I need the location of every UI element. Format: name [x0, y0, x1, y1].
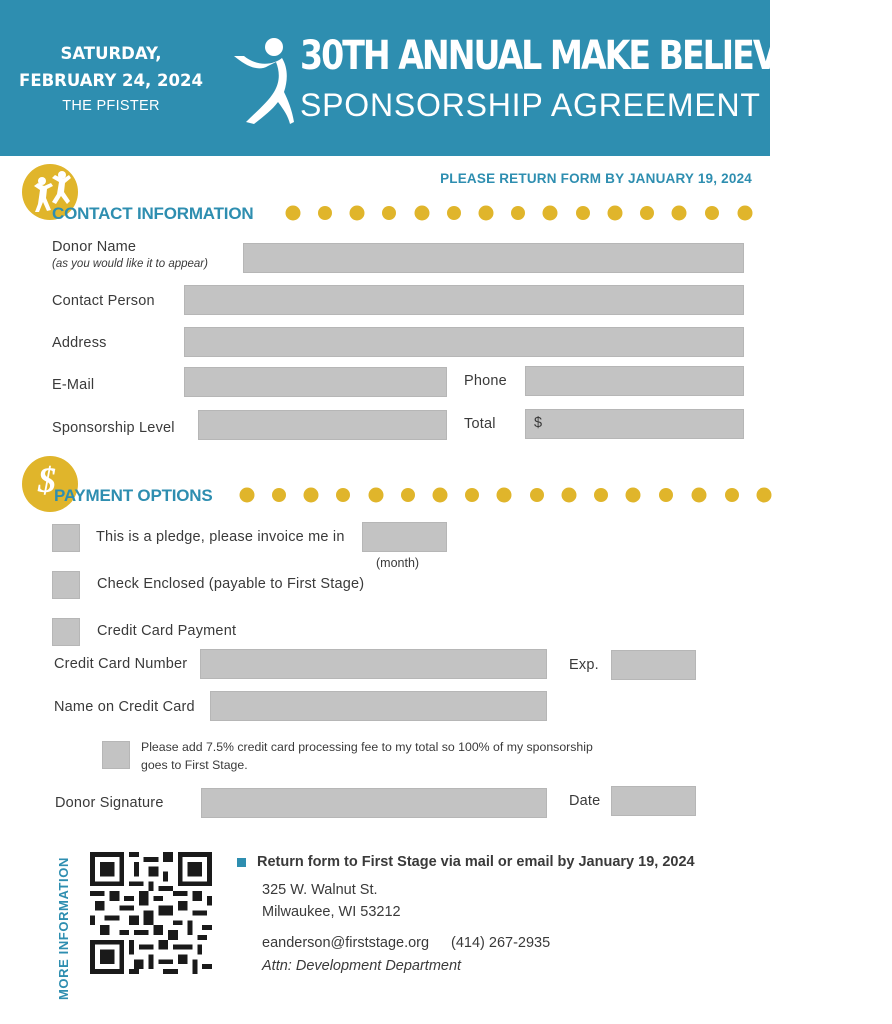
month-hint: (month) — [376, 556, 420, 570]
pledge-month-field[interactable] — [362, 522, 447, 552]
mailing-street: 325 W. Walnut St. — [262, 882, 378, 898]
more-information-side-label: MORE INFORMATION — [56, 857, 71, 1000]
exp-label: Exp. — [569, 657, 599, 673]
card-number-field[interactable] — [200, 649, 547, 679]
processing-fee-line2: goes to First Stage. — [141, 758, 248, 772]
attention-line: Attn: Development Department — [262, 958, 462, 974]
signature-field[interactable] — [201, 788, 547, 818]
credit-card-checkbox[interactable] — [52, 618, 80, 646]
return-deadline-notice: PLEASE RETURN FORM BY JANUARY 19, 2024 — [440, 171, 752, 186]
dollar-icon: $ — [38, 460, 56, 500]
email-field[interactable] — [184, 367, 447, 397]
pledge-label: This is a pledge, please invoice me in — [96, 529, 345, 545]
qr-code-icon[interactable] — [90, 852, 212, 974]
address-label: Address — [52, 335, 107, 351]
header-banner — [0, 0, 892, 156]
processing-fee-checkbox[interactable] — [102, 741, 130, 769]
contact-phone: (414) 267-2935 — [451, 935, 551, 951]
event-date: FEBRUARY 24, 2024 — [19, 71, 203, 90]
contact-section-divider — [284, 203, 760, 223]
total-currency-symbol: $ — [534, 415, 543, 431]
credit-card-label: Credit Card Payment — [97, 623, 237, 639]
document-subtitle: SPONSORSHIP AGREEMENT — [300, 87, 761, 123]
contact-section-title: CONTACT INFORMATION — [52, 204, 254, 223]
sponsorship-level-field[interactable] — [198, 410, 447, 440]
donor-name-field[interactable] — [243, 243, 744, 273]
return-instructions: Return form to First Stage via mail or email by January 19, 2024 — [257, 854, 695, 870]
address-field[interactable] — [184, 327, 744, 357]
card-number-label: Credit Card Number — [54, 656, 188, 672]
phone-label: Phone — [464, 373, 507, 389]
processing-fee-line1: Please add 7.5% credit card processing fee to my total so 100% of my sponsorship — [141, 740, 593, 754]
info-bullet — [237, 858, 246, 867]
contact-email-link[interactable]: eanderson@firststage.org — [262, 935, 430, 951]
contact-person-field[interactable] — [184, 285, 744, 315]
event-venue: THE PFISTER — [62, 98, 160, 114]
mailing-city: Milwaukee, WI 53212 — [262, 904, 401, 920]
payment-section-title: PAYMENT OPTIONS — [54, 486, 213, 505]
name-on-card-field[interactable] — [210, 691, 547, 721]
sponsorship-level-label: Sponsorship Level — [52, 420, 175, 436]
name-on-card-label: Name on Credit Card — [54, 699, 195, 715]
email-label: E-Mail — [52, 377, 95, 393]
payment-section-divider — [238, 485, 770, 505]
date-label: Date — [569, 793, 601, 809]
signature-label: Donor Signature — [55, 795, 164, 811]
check-enclosed-checkbox[interactable] — [52, 571, 80, 599]
dancing-figure-icon — [232, 36, 294, 126]
event-title: 30TH ANNUAL MAKE BELIEVE BALL — [300, 33, 892, 79]
date-field[interactable] — [611, 786, 696, 816]
pledge-checkbox[interactable] — [52, 524, 80, 552]
event-day: SATURDAY, — [60, 44, 162, 63]
check-enclosed-label: Check Enclosed (payable to First Stage) — [97, 576, 365, 592]
donor-name-label: Donor Name — [52, 239, 137, 255]
exp-field[interactable] — [611, 650, 696, 680]
contact-person-label: Contact Person — [52, 293, 155, 309]
total-field[interactable] — [525, 409, 744, 439]
phone-field[interactable] — [525, 366, 744, 396]
donor-name-hint: (as you would like it to appear) — [52, 258, 208, 270]
total-label: Total — [464, 416, 496, 432]
